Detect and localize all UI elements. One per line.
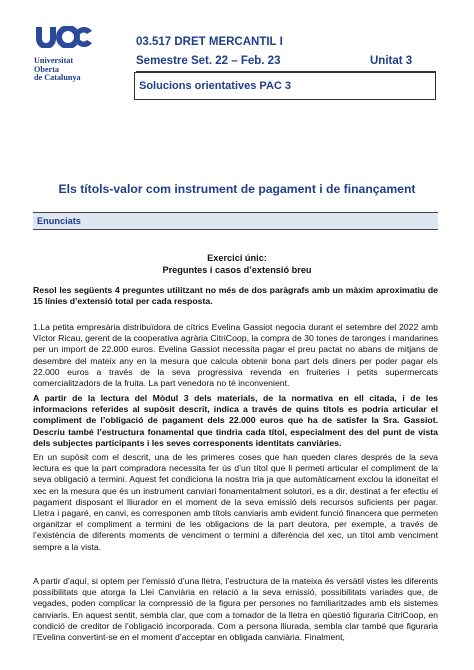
- answer-paragraph: En un supòsit com el descrit, una de les primeres coses que han queden clares després de la seva lectura es que la part compradora necessita fer ús d’un títol que li permeti articular el compliment de la seva obligació a termini. Aquest fet condiciona la nostra tria ja que automàticament exclou la idoneïtat el xec en la mesura que és un instrument canviari fonamentalment solutori, es a dir, destinat a fer efectiu el pagament disposant el lliurador en el moment de la seva emissió dels recursos suficients per pagar. Lletra i pagaré, en canvi, es corresponen amb títols canviaris amb evident funció financera que permeten organitzar el compliment a termini de les obligacions de la part deutora, per exemple, a través de l’existència de diferents moments de venciment o termini a diferència del xec, un títol amb venciment sempre a la vista.: [33, 452, 438, 552]
- case-paragraph: 1.La petita empresària distribuïdora de cítrics Evelina Gassiot negocia durant el setembre del 2022 amb Víctor Ricau, gerent de la cooperativa agrària CitriCoop, la compra de 30 tones de taronges i mandarines per un import de 22.000 euros. Evelina Gassiot necessita pagar el preu pactat no abans de mitjans de desembre del mateix any en la mesura que calcula obtenir bona part dels diners per poder pagar els 22.000 euros a través de la seva progressiva revenda en fruiteries i petits supermercats comercialitzadors de la fruita. La part venedora no té inconvenient.: [33, 322, 438, 389]
- exercise-line: Exercici únic:: [207, 253, 267, 263]
- logo-wordmark: [34, 57, 98, 83]
- subtitle-box: [134, 72, 436, 100]
- exercise-heading: [0, 252, 474, 276]
- course-code: 03.517 DRET MERCANTIL I: [136, 36, 283, 48]
- semester-label: Semestre Set. 22 – Feb. 23: [136, 55, 281, 67]
- logo-line: Oberta: [34, 64, 60, 74]
- logo-line: de Catalunya: [34, 73, 81, 83]
- answer-paragraph: A partir d’aquí, si optem per l’emissió d’una lletra, l’estructura de la mateixa és versàtil vistes les diferents possibilitats que atorga la Llei Canviària en relació a la seva emissió, possibilitats variades que, de vegades, poden complicar la compressió de la figura per persones no familiaritzades amb els sistemes canviaris. En aquest sentit, sembla clar, que com a tomador de la lletra en qüestió figuraria CitriCoop, en condició de creditor de l’obligació incorporada. Com a persona lliurada, sembla clar també que figuraria l’Evelina convertint-se en el moment d’acceptar en obligada canviària. Finalment,: [33, 576, 438, 643]
- question-paragraph: A partir de la lectura del Mòdul 3 dels materials, de la normativa en ell citada, i de les informacions referides al supòsit descrit, indica a través de quins títols es podria articular el compliment de l’obligació de pagament dels 22.000 euros que ha de satisfer la Sra. Gassiot. Descriu també l’estructura fonamental que tindria cada títol, especialment des del punt de vista dels subjectes participants i les seves corresponents identitats canviàries.: [33, 393, 438, 448]
- section-title: Enunciats: [37, 216, 81, 226]
- section-header: [33, 212, 438, 230]
- instructions-paragraph: Resol les següents 4 preguntes utilitzant no més de dos paràgrafs amb un màxim aproximatiu de 15 línies d’extensió total per cada resposta.: [33, 285, 438, 307]
- unit-label: Unitat 3: [370, 55, 413, 67]
- document-title: Els títols-valor com instrument de pagament i de finançament: [58, 182, 416, 196]
- subtitle: Solucions orientatives PAC 3: [139, 80, 292, 92]
- logo-line: Universitat: [34, 56, 74, 65]
- exercise-subtitle: Preguntes i casos d’extensió breu: [162, 265, 312, 275]
- university-logo: [34, 26, 98, 83]
- uoc-logo-icon: [34, 26, 94, 48]
